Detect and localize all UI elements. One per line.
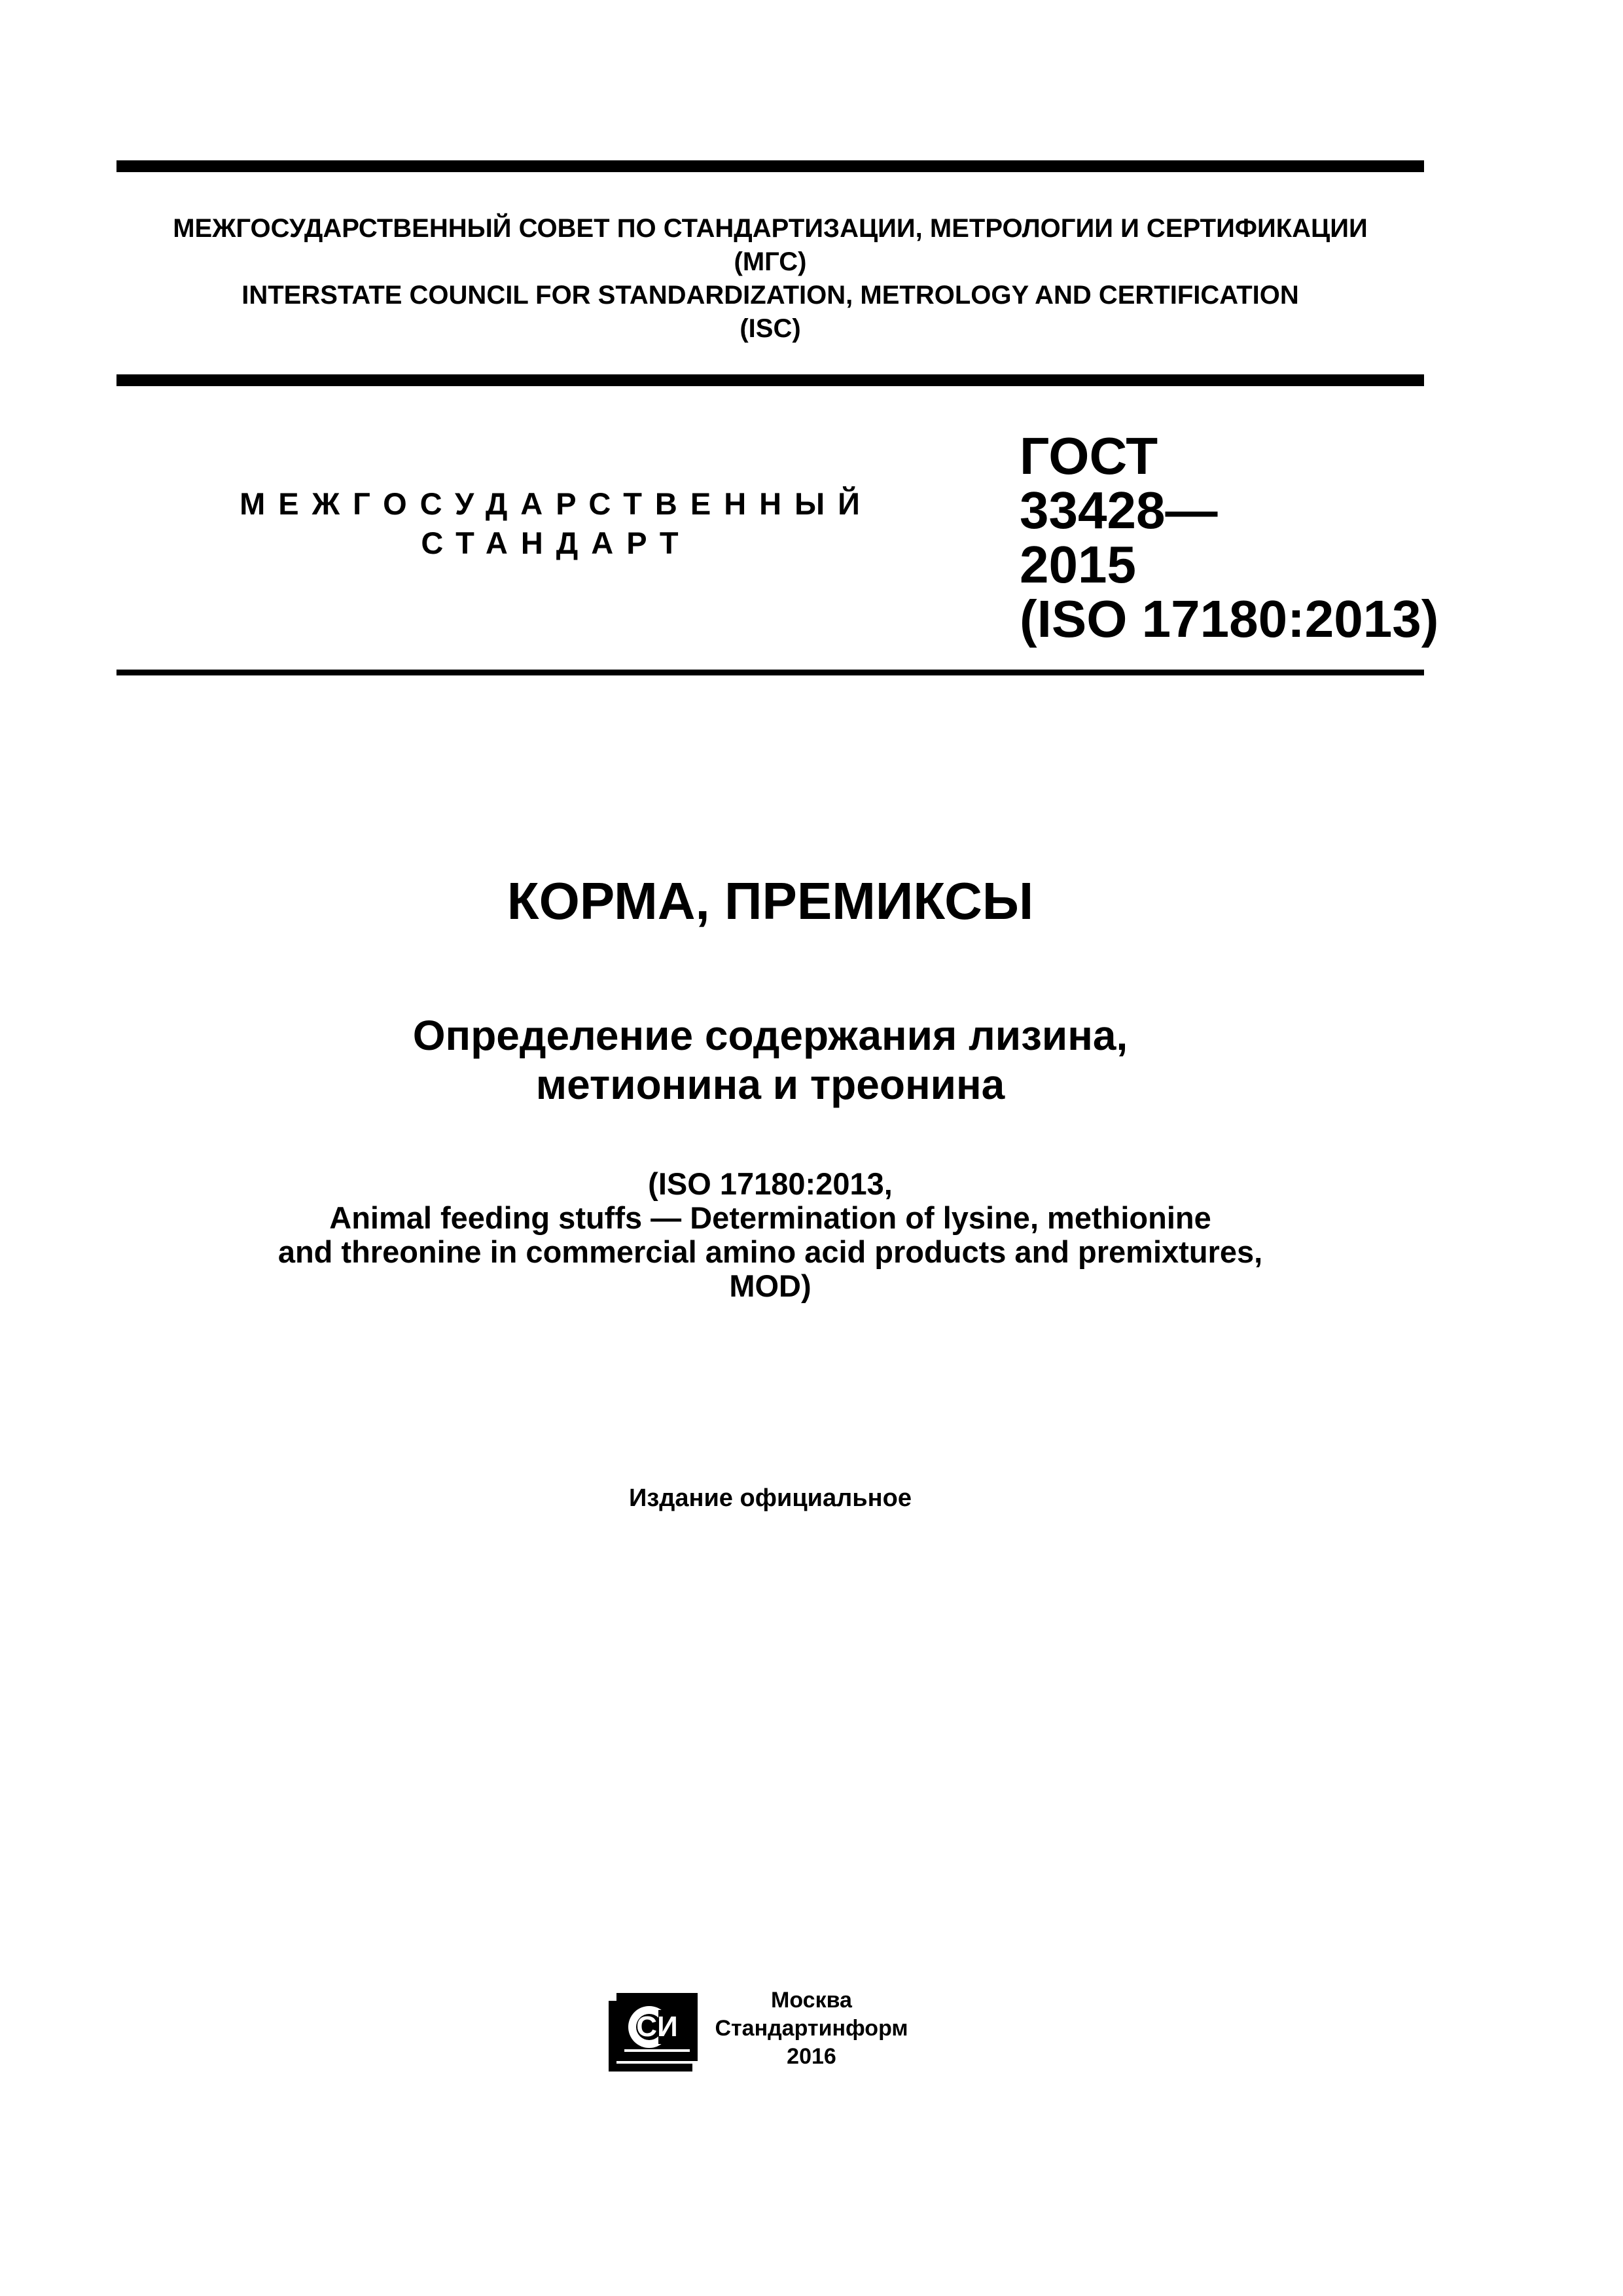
- gost-number: 33428—: [1020, 481, 1218, 539]
- council-header: [116, 212, 1424, 346]
- subtitle-line1: Определение содержания лизина,: [412, 1012, 1128, 1059]
- standartinform-logo-icon: [609, 1988, 705, 2072]
- designation-divider: [116, 670, 1424, 675]
- gost-iso-equivalent: (ISO 17180:2013): [1020, 590, 1439, 648]
- iso-reference-line3: and threonine in commercial amino acid products and premixtures,: [277, 1234, 1263, 1269]
- edition-label: Издание официальное: [629, 1484, 912, 1512]
- publisher-name: Стандартинформ: [715, 2016, 908, 2041]
- subtitle-line2: метионина и треонина: [535, 1061, 1005, 1108]
- iso-reference-line1: (ISO 17180:2013,: [648, 1166, 893, 1201]
- iso-reference-line4: MOD): [729, 1268, 812, 1303]
- top-divider: [116, 160, 1424, 172]
- publisher-info: [713, 1986, 910, 2071]
- standard-kind-line2: СТАНДАРТ: [421, 526, 692, 560]
- publisher-year: 2016: [787, 2044, 836, 2069]
- iso-reference-line2: Animal feeding stuffs — Determination of lysine, methionine: [329, 1200, 1211, 1235]
- header-divider: [116, 374, 1424, 386]
- standard-kind: [223, 484, 877, 563]
- council-name-en: INTERSTATE COUNCIL FOR STANDARDIZATION, METROLOGY AND CERTIFICATION: [241, 281, 1299, 310]
- gost-year: 2015: [1020, 535, 1136, 594]
- council-abbr-en: (ISC): [740, 314, 801, 343]
- council-abbr-ru: (МГС): [734, 247, 807, 276]
- publisher-city: Москва: [771, 1988, 852, 2013]
- council-name-ru: МЕЖГОСУДАРСТВЕННЫЙ СОВЕТ ПО СТАНДАРТИЗАЦИИ, МЕТРОЛОГИИ И СЕРТИФИКАЦИИ: [173, 214, 1368, 243]
- gost-prefix: ГОСТ: [1020, 427, 1158, 485]
- gost-designation: [1020, 429, 1438, 646]
- iso-reference: [116, 1167, 1424, 1303]
- standard-kind-line1: МЕЖГОСУДАРСТВЕННЫЙ: [240, 486, 873, 521]
- logo-lettering: СИ: [636, 2011, 678, 2043]
- document-title: КОРМА, ПРЕМИКСЫ: [507, 872, 1034, 930]
- document-subtitle: [116, 1011, 1424, 1109]
